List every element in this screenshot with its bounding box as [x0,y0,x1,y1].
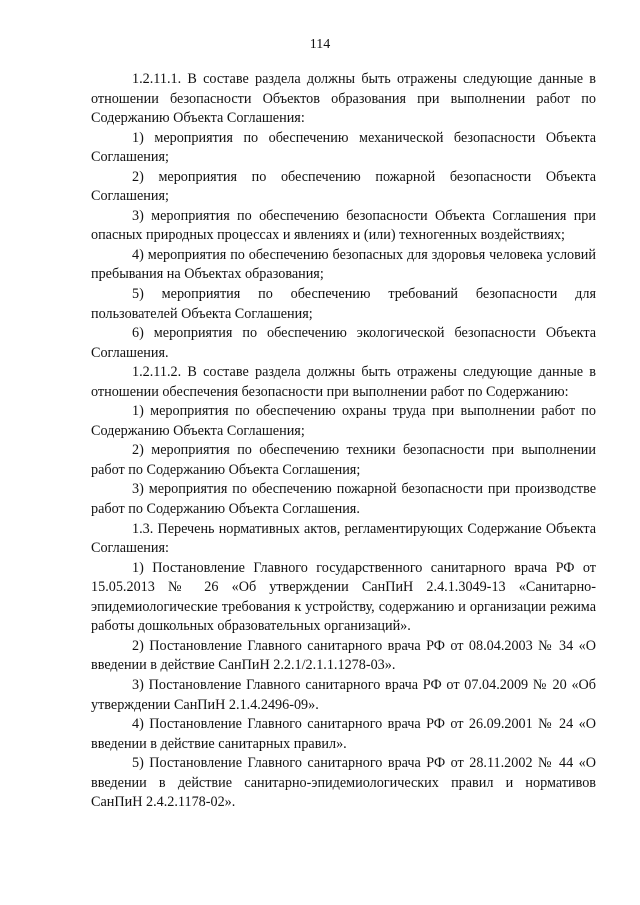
list-item: 3) мероприятия по обеспечению безопасности Объекта Соглашения при опасных природных процессах и явлениях и (или) техногенных воздействиях; [91,207,596,244]
list-item: 6) мероприятия по обеспечению экологической безопасности Объекта Соглашения. [91,325,596,361]
document-body [91,70,596,813]
clause-1-2-11-2: 1.2.11.2. В составе раздела должны быть отражены следующие данные в отношении обеспечения безопасности при выполнении работ по Содержанию: [91,364,596,400]
regulation-item: 2) Постановление Главного санитарного врача РФ от 08.04.2003 № 34 «О введении в действие СанПиН 2.2.1/2.1.1.1278-03». [91,637,596,674]
list-item: 4) мероприятия по обеспечению безопасных для здоровья человека условий пребывания на Объектах образования; [91,246,596,283]
list-item: 2) мероприятия по обеспечению техники безопасности при выполнении работ по Содержанию Объекта Соглашения; [91,442,596,478]
regulation-item: 3) Постановление Главного санитарного врача РФ от 07.04.2009 № 20 «Об утверждении СанПиН 2.1.4.2496-09». [91,676,596,713]
regulation-item: 4) Постановление Главного санитарного врача РФ от 26.09.2001 № 24 «О введении в действие санитарных правил». [91,716,596,752]
list-item: 5) мероприятия по обеспечению требований безопасности для пользователей Объекта Соглашения; [91,286,596,322]
list-item: 1) мероприятия по обеспечению охраны труда при выполнении работ по Содержанию Объекта Соглашения; [91,403,596,439]
clause-1-2-11-1: 1.2.11.1. В составе раздела должны быть отражены следующие данные в отношении безопасности Объектов образования при выполнении работ по Содержанию Объекта Соглашения: [91,71,596,127]
page-number: 114 [309,37,331,52]
regulation-item: 5) Постановление Главного санитарного врача РФ от 28.11.2002 № 44 «О введении в действие санитарно-эпидемиологических правил и нормативов СанПиН 2.4.2.1178-02». [91,755,596,811]
regulation-item: 1) Постановление Главного государственного санитарного врача РФ от 15.05.2013 № 26 «Об утверждении СанПиН 2.4.1.3049-13 «Санитарно-эпидемиологические требования к устройству, содержанию и организации режима работы дошкольных образовательных организаций». [91,559,596,635]
list-item: 2) мероприятия по обеспечению пожарной безопасности Объекта Соглашения; [91,168,596,205]
clause-1-3: 1.3. Перечень нормативных актов, регламентирующих Содержание Объекта Соглашения: [91,520,596,557]
list-item: 1) мероприятия по обеспечению механической безопасности Объекта Соглашения; [91,129,596,166]
list-item: 3) мероприятия по обеспечению пожарной безопасности при производстве работ по Содержанию Объекта Соглашения. [91,481,596,518]
